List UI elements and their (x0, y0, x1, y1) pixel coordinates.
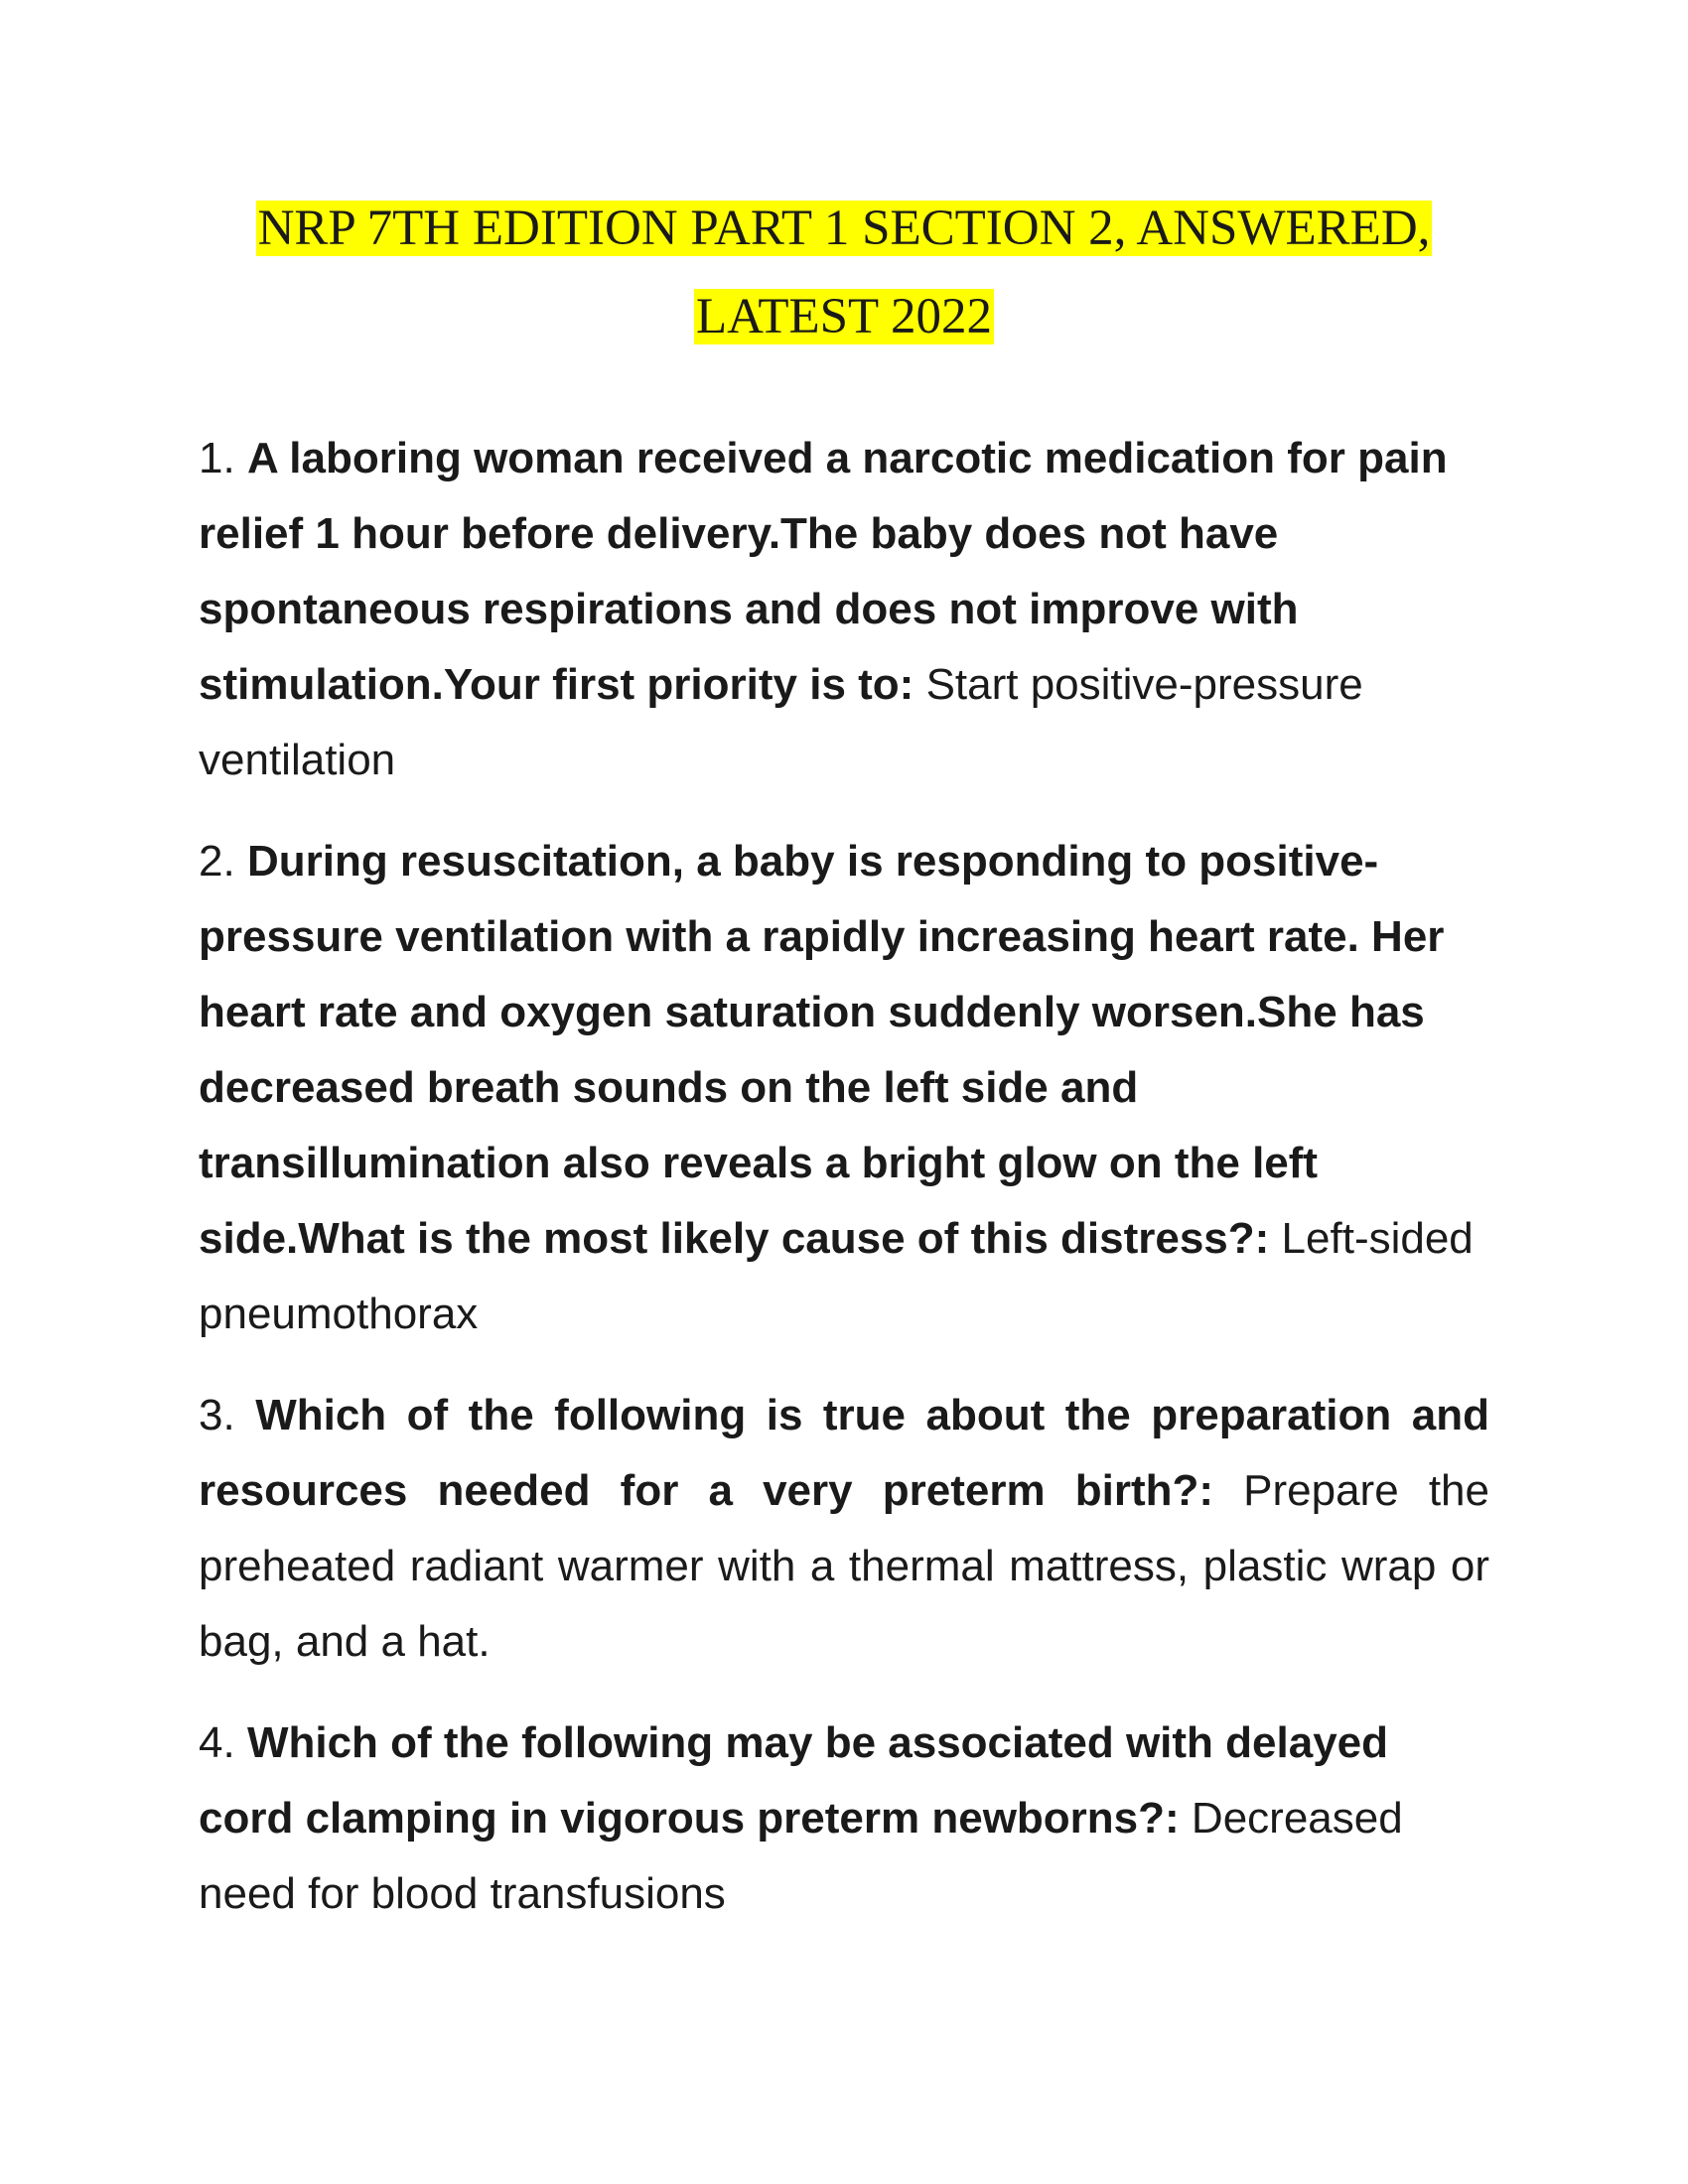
question-list (199, 421, 1489, 1958)
document-title (149, 185, 1539, 361)
question-2 (199, 824, 1489, 1352)
title-line-1: NRP 7TH EDITION PART 1 SECTION 2, ANSWERED, (257, 201, 1431, 256)
question-text: Which of the following is true about the preparation and resources needed for a very preterm birth?: (199, 1391, 1489, 1515)
question-number: 2. (199, 837, 235, 886)
question-answer: Left-sided pneumothorax (199, 1214, 1474, 1338)
question-number: 1. (199, 434, 235, 482)
question-text: A laboring woman received a narcotic medication for pain relief 1 hour before delivery.The baby does not have spontaneous respirations and does not improve with stimulation.Your first priority is to: (199, 434, 1448, 709)
question-answer: Start positive-pressure ventilation (199, 660, 1363, 784)
question-number: 3. (199, 1391, 235, 1439)
title-line-2: LATEST 2022 (696, 289, 992, 344)
question-text: During resuscitation, a baby is responding to positive-pressure ventilation with a rapidly increasing heart rate. Her heart rate and oxygen saturation suddenly worsen.She has decreased breath sounds on the left side and transillumination also reveals a bright glow on the left side.What is the most likely cause of this distress?: (199, 837, 1445, 1263)
question-answer: Prepare the preheated radiant warmer with a thermal mattress, plastic wrap or bag, and a hat. (199, 1466, 1489, 1666)
question-4 (199, 1706, 1489, 1932)
question-1 (199, 421, 1489, 798)
question-number: 4. (199, 1718, 235, 1767)
question-answer: Decreased need for blood transfusions (199, 1794, 1403, 1918)
question-3 (199, 1378, 1489, 1680)
question-text: Which of the following may be associated with delayed cord clamping in vigorous preterm newborns?: (199, 1718, 1389, 1843)
